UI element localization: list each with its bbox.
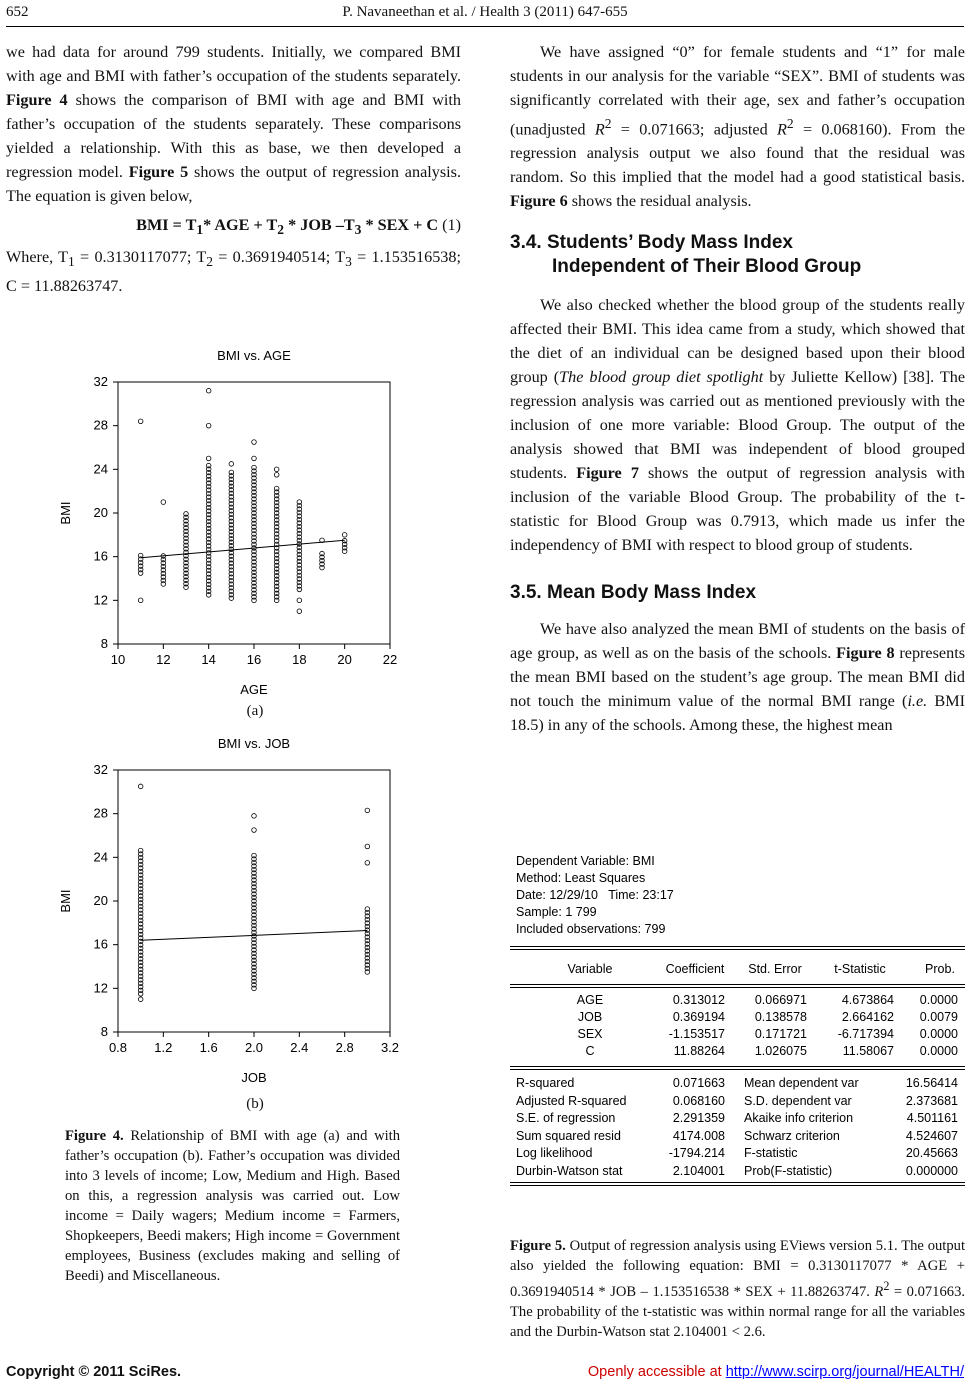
heading-3-4: 3.4. Students’ Body Mass Index Independent of Their Blood Group — [510, 232, 862, 278]
eview-row-value: 4.673864 — [841, 993, 894, 1007]
y-tick-label: 8 — [100, 1024, 108, 1039]
y-axis-label: BMI — [58, 501, 73, 525]
eview-row-value: -6.717394 — [837, 1027, 894, 1041]
data-point — [365, 907, 370, 912]
eview-stat-value: 0.000000 — [905, 1163, 958, 1178]
y-tick-label: 12 — [93, 980, 108, 996]
eview-sample: Sample: 1 799 — [516, 905, 597, 919]
data-point — [138, 848, 143, 853]
x-axis-label: AGE — [240, 682, 268, 697]
eview-included: Included observations: 799 — [516, 922, 666, 936]
footer-open-prefix: Openly accessible at — [587, 1364, 722, 1380]
data-point — [297, 500, 302, 505]
data-point — [229, 470, 234, 475]
subcaption-a: (a) — [246, 703, 264, 719]
data-point-outlier — [252, 440, 257, 445]
eview-column-header: Prob. — [925, 962, 955, 976]
footer-journal-link[interactable]: http://www.scirp.org/journal/HEALTH/ — [725, 1364, 964, 1380]
data-point-outlier — [138, 784, 143, 789]
data-point — [274, 486, 279, 491]
y-tick-label: 16 — [93, 548, 108, 564]
x-tick-label: 1.6 — [199, 1040, 218, 1055]
eview-method: Method: Least Squares — [516, 871, 646, 885]
plot-frame — [118, 770, 390, 1032]
eview-rule-1 — [510, 946, 965, 947]
eview-rule-8 — [510, 1185, 965, 1186]
eview-row-value: 0.066971 — [754, 993, 807, 1007]
x-tick-label: 0.8 — [108, 1040, 128, 1055]
data-point-outlier — [365, 860, 370, 865]
eview-stat-label: S.E. of regression — [516, 1111, 616, 1125]
eview-stat-value: 16.56414 — [905, 1076, 958, 1090]
page-header — [0, 0, 970, 28]
eview-row-variable: JOB — [577, 1010, 603, 1024]
right-paragraph-3: We have also analyzed the mean BMI of students on the basis of age group, as well as on the basis of the schools. Figure 8 represents the mean BMI based on the student’s age group. The mean BMI did not touch the minimum value of the normal BMI range (i.e. BMI 18.5) in any of the schools. Among these, the highest mean — [510, 620, 965, 735]
data-point-outlier — [252, 828, 257, 833]
eview-row-value: 0.0079 — [919, 1010, 958, 1024]
eview-stat-value: 4174.008 — [672, 1128, 725, 1143]
data-point-outlier — [161, 500, 166, 505]
figure4-caption — [65, 1126, 400, 1286]
x-tick-label: 22 — [382, 652, 398, 667]
eview-stat-label: S.D. dependent var — [744, 1093, 852, 1108]
data-point — [252, 853, 257, 858]
right-paragraph-1: We have assigned “0” for female students and “1” for male students in our analysis for the variable “SEX”. BMI of students was significantly correlated with their age, sex and father’s occupation (unadjusted $R^2 = 0.071663$; adjusted $R^2 = 0.068160$). From the regression analysis output we also found that the residual was random. So this implied that the model had a good statistical basis. Figure 6 shows the residual analysis. — [510, 43, 966, 211]
data-point-outlier — [252, 814, 257, 819]
eview-rule-3 — [510, 984, 965, 985]
data-point-outlier — [229, 462, 234, 467]
eview-row-value: 11.88264 — [673, 1044, 725, 1058]
left-paragraph-1: we had data for around 799 students. Initially, we compared BMI with age and BMI with father’s occupation of the students separately. Figure 4 shows the comparison of BMI with age and BMI with father’s occupation of the students separately. These comparisons yielded a relationship. With this as base, we then developed a regression model. Figure 5 shows the output of regression analysis. The equation is given below, — [6, 43, 461, 205]
eview-row-variable: C — [585, 1044, 595, 1058]
y-tick-label: 32 — [93, 762, 108, 777]
eview-column-header: Std. Error — [748, 962, 802, 976]
eview-row-value: 2.664162 — [841, 1010, 894, 1024]
data-point — [206, 463, 211, 468]
y-tick-label: 20 — [93, 505, 108, 520]
eview-stat-value: 0.068160 — [672, 1093, 725, 1108]
eview-stat-label: Log likelihood — [516, 1146, 593, 1160]
eview-row-value: 1.026075 — [754, 1044, 807, 1058]
data-point-outlier — [365, 808, 370, 813]
y-tick-label: 32 — [93, 374, 108, 389]
data-point-outlier — [206, 388, 211, 393]
left-column-text — [6, 40, 461, 298]
eview-stat-label: Akaike info criterion — [744, 1111, 854, 1125]
data-point — [184, 512, 189, 517]
subcaption-b: (b) — [246, 1096, 264, 1112]
figure5-caption: Figure 5. Output of regression analysis using EViews version 5.1. The output also yielded the following equation: BMI = 0.3130117077 * AGE + 0.3691940514 * JOB – 1.153516538 * SEX + 11.88263747. $R^2 = 0.071663$. The probability of the t-statistic was within normal range for all the variables and the Durbin-Watson stat 2.104001 < 2.6. — [510, 1238, 966, 1340]
y-tick-label: 12 — [93, 592, 108, 608]
data-point-outlier — [138, 598, 143, 603]
eview-column-header: Variable — [567, 962, 613, 976]
eview-rule-5 — [510, 1066, 965, 1067]
heading-3-5: 3.5. Mean Body Mass Index — [510, 582, 757, 604]
eview-row-value: 11.58067 — [842, 1044, 894, 1058]
eview-rule-2 — [510, 949, 965, 950]
data-point-outlier — [342, 533, 347, 538]
eview-stat-value: 2.373681 — [905, 1093, 958, 1108]
data-point-outlier — [206, 456, 211, 461]
eview-row-value: 0.0000 — [919, 1027, 958, 1041]
footer-open-access — [588, 1364, 964, 1380]
y-tick-label: 16 — [93, 936, 108, 952]
eview-row-value: 0.171721 — [754, 1027, 807, 1041]
eview-column-header: Coefficient — [665, 962, 725, 976]
y-tick-label: 24 — [93, 849, 108, 865]
eview-stat-value: 0.071663 — [672, 1076, 725, 1090]
eview-stat-label: R-squared — [516, 1076, 575, 1090]
x-tick-label: 2.0 — [244, 1040, 264, 1055]
y-tick-label: 20 — [93, 893, 108, 908]
y-tick-label: 24 — [93, 461, 108, 477]
data-points — [138, 784, 369, 1001]
data-point-outlier — [138, 419, 143, 424]
eview-stat-value: 2.104001 — [672, 1163, 725, 1178]
data-point-outlier — [138, 997, 143, 1002]
eview-row-value: 0.0000 — [919, 1044, 958, 1058]
x-tick-label: 12 — [156, 652, 171, 667]
eview-stat-value: 20.45663 — [905, 1146, 958, 1160]
eview-stat-label: F-statistic — [744, 1146, 798, 1160]
where-line: Where, $T_1 = 0.3130117077$; $T_2 = 0.3691940514$; $T_3 = 1.153516538$; C = 11.88263747. — [6, 248, 461, 296]
eview-row-value: -1.153517 — [668, 1027, 725, 1041]
running-head: P. Navaneethan et al. / Health 3 (2011) 647-655 — [342, 4, 628, 20]
regression-line — [141, 930, 368, 940]
eview-stat-value: 4.501161 — [906, 1111, 958, 1125]
eview-row-variable: SEX — [577, 1027, 603, 1041]
data-point-outlier — [274, 467, 279, 472]
eview-row-value: 0.313012 — [672, 993, 725, 1007]
equation-1: BMI = $T_1*$ AGE + $T_2$ * JOB $-T_3$ * SEX + C (1) — [136, 216, 461, 238]
eview-date: Date: 12/29/10 Time: 23:17 — [516, 888, 674, 902]
chart-title: BMI vs. JOB — [217, 736, 291, 751]
eview-rule-4 — [510, 987, 965, 988]
x-axis-label: JOB — [241, 1070, 267, 1085]
eview-row-variable: AGE — [576, 993, 604, 1007]
data-point-outlier — [297, 598, 302, 603]
footer-copyright: Copyright © 2011 SciRes. — [6, 1364, 182, 1380]
eview-stat-label: Adjusted R-squared — [516, 1093, 627, 1108]
header-rule — [6, 26, 964, 27]
eview-stat-value: 2.291359 — [672, 1111, 725, 1125]
y-tick-label: 28 — [93, 805, 108, 821]
data-point-outlier — [252, 456, 257, 461]
eview-rule-6 — [510, 1069, 965, 1070]
x-tick-label: 2.4 — [290, 1040, 309, 1055]
x-tick-label: 14 — [201, 652, 216, 667]
x-tick-label: 16 — [246, 652, 262, 667]
data-point-outlier — [365, 844, 370, 849]
x-tick-label: 2.8 — [335, 1040, 354, 1055]
eview-stat-value: 4.524607 — [905, 1128, 958, 1143]
eview-stat-label: Durbin-Watson stat — [516, 1163, 623, 1178]
eview-rule-7 — [510, 1182, 965, 1183]
page-number: 652 — [6, 4, 29, 20]
y-tick-label: 28 — [93, 417, 108, 433]
eview-stat-label: Schwarz criterion — [744, 1128, 840, 1143]
data-point-outlier — [206, 423, 211, 428]
eview-dependent: Dependent Variable: BMI — [516, 854, 655, 868]
plot-frame — [118, 382, 390, 644]
eview-row-value: 0.0000 — [919, 993, 958, 1007]
y-axis-label: BMI — [58, 889, 73, 913]
eview-stat-label: Mean dependent var — [744, 1076, 859, 1090]
data-point — [252, 465, 257, 470]
eview-stat-label: Prob(F-statistic) — [744, 1163, 833, 1178]
eview-stat-value: -1794.214 — [668, 1146, 725, 1160]
y-tick-label: 8 — [100, 636, 108, 651]
chart-bmi-vs-job — [40, 728, 420, 1090]
eview-column-header: t-Statistic — [834, 962, 886, 976]
figure5-caption-label: Figure 5. — [510, 1238, 566, 1254]
chart-bmi-vs-age — [40, 340, 420, 700]
data-points — [138, 388, 347, 613]
figure4-caption-label: Figure 4. — [65, 1128, 124, 1144]
data-point-outlier — [274, 472, 279, 477]
x-tick-label: 18 — [292, 652, 307, 667]
x-tick-label: 1.2 — [154, 1040, 173, 1055]
data-point — [320, 551, 325, 556]
data-point-outlier — [297, 609, 302, 614]
regression-line — [141, 540, 345, 557]
right-paragraph-2: We also checked whether the blood group of the students really affected their BMI. This idea came from a study, which showed that the diet of an individual can be designed based upon their blood group (The blood group diet spotlight by Juliette Kellow) [38]. The regression analysis was carried out as mentioned previously with the inclusion of one more variable: Blood Group. The output of the analysis showed that BMI was independent of blood grouped students. Figure 7 shows the output of regression analysis with inclusion of the variable Blood Group. The probability of the t-statistic for Blood Group was 0.7913, which made us infer the independency of BMI with respect to blood group of students. — [510, 296, 966, 555]
eview-stat-label: Sum squared resid — [516, 1128, 621, 1143]
x-tick-label: 20 — [337, 652, 352, 667]
chart-title: BMI vs. AGE — [217, 348, 291, 363]
eview-row-value: 0.369194 — [672, 1010, 725, 1024]
eview-row-value: 0.138578 — [754, 1010, 807, 1024]
figure4-caption-text: Relationship of BMI with age (a) and with father’s occupation (b). Father’s occupation was divided into 3 levels of income; Low, Medium and High. Based on this, a regression analysis was carried out. Low income = Daily wagers; Medium income = Farmers, Shopkeepers, Beedi makers; High income = Government employees, Business (excludes making and selling of Beedi) and Miscellaneous. — [65, 1128, 401, 1284]
x-tick-label: 10 — [110, 652, 126, 667]
right-column-text — [510, 40, 965, 737]
x-tick-label: 3.2 — [380, 1040, 400, 1055]
eviews-output-table — [510, 852, 965, 1192]
